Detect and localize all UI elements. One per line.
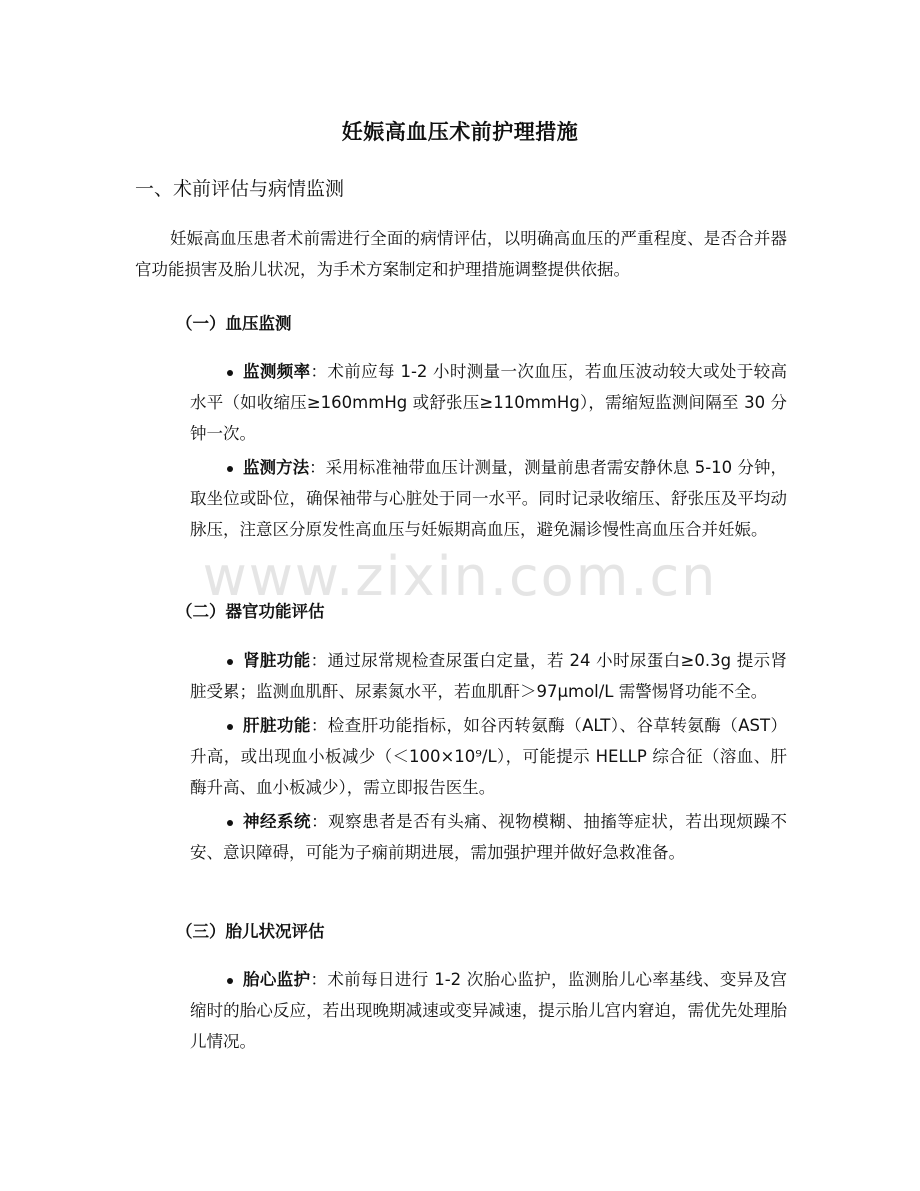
list-item	[190, 710, 787, 803]
item-term: 肾脏功能	[243, 651, 311, 670]
item-term: 监测频率	[243, 362, 311, 381]
bullet-icon	[227, 659, 233, 665]
item-term: 监测方法	[243, 458, 310, 477]
bullet-icon	[227, 466, 233, 472]
item-text: ：检查肝功能指标，如谷丙转氨酶（ALT）、谷草转氨酶（AST）升高，或出现血小板减少（＜100×10⁹/L），可能提示 HELLP 综合征（溶血、肝酶升高、血小板减少），需立即报告医生。	[190, 716, 787, 797]
bullet-list-bp	[190, 356, 787, 548]
subsection-heading-organ: （二）器官功能评估	[176, 602, 325, 621]
bullet-icon	[227, 820, 233, 826]
subsection-heading-fetal: （三）胎儿状况评估	[176, 922, 325, 941]
bullet-list-fetal	[190, 964, 787, 1060]
list-item	[190, 964, 787, 1057]
bullet-list-organ	[190, 645, 787, 871]
bullet-icon	[227, 370, 233, 376]
item-text: ：采用标准袖带血压计测量，测量前患者需安静休息 5-10 分钟，取坐位或卧位，确保袖带与心脏处于同一水平。同时记录收缩压、舒张压及平均动脉压，注意区分原发性高血压与妊娠期高血压，避免漏诊慢性高血压合并妊娠。	[190, 458, 788, 539]
list-item	[190, 806, 787, 868]
item-text: ：通过尿常规检查尿蛋白定量，若 24 小时尿蛋白≥0.3g 提示肾脏受累；监测血肌酐、尿素氮水平，若血肌酐＞97μmol/L 需警惕肾功能不全。	[190, 651, 788, 701]
item-text: ：观察患者是否有头痛、视物模糊、抽搐等症状，若出现烦躁不安、意识障碍，可能为子痫前期进展，需加强护理并做好急救准备。	[190, 812, 788, 862]
list-item	[190, 356, 787, 449]
item-text: ：术前应每 1-2 小时测量一次血压，若血压波动较大或处于较高水平（如收缩压≥160mmHg 或舒张压≥110mmHg），需缩短监测间隔至 30 分钟一次。	[190, 362, 787, 443]
item-term: 肝脏功能	[243, 716, 311, 735]
document-title: 妊娠高血压术前护理措施	[341, 120, 579, 144]
section-heading: 一、术前评估与病情监测	[135, 178, 345, 200]
list-item	[190, 452, 787, 545]
item-term: 胎心监护	[243, 970, 311, 989]
item-text: ：术前每日进行 1-2 次胎心监护，监测胎儿心率基线、变异及宫缩时的胎心反应，若出现晚期减速或变异减速，提示胎儿宫内窘迫，需优先处理胎儿情况。	[190, 970, 787, 1051]
item-term: 神经系统	[243, 812, 312, 831]
bullet-icon	[227, 724, 233, 730]
bullet-icon	[227, 978, 233, 984]
watermark: www.zixin.com.cn	[202, 545, 718, 608]
intro-paragraph: 妊娠高血压患者术前需进行全面的病情评估，以明确高血压的严重程度、是否合并器官功能损害及胎儿状况，为手术方案制定和护理措施调整提供依据。	[135, 229, 787, 279]
subsection-heading-bp: （一）血压监测	[176, 314, 292, 333]
list-item	[190, 645, 787, 707]
